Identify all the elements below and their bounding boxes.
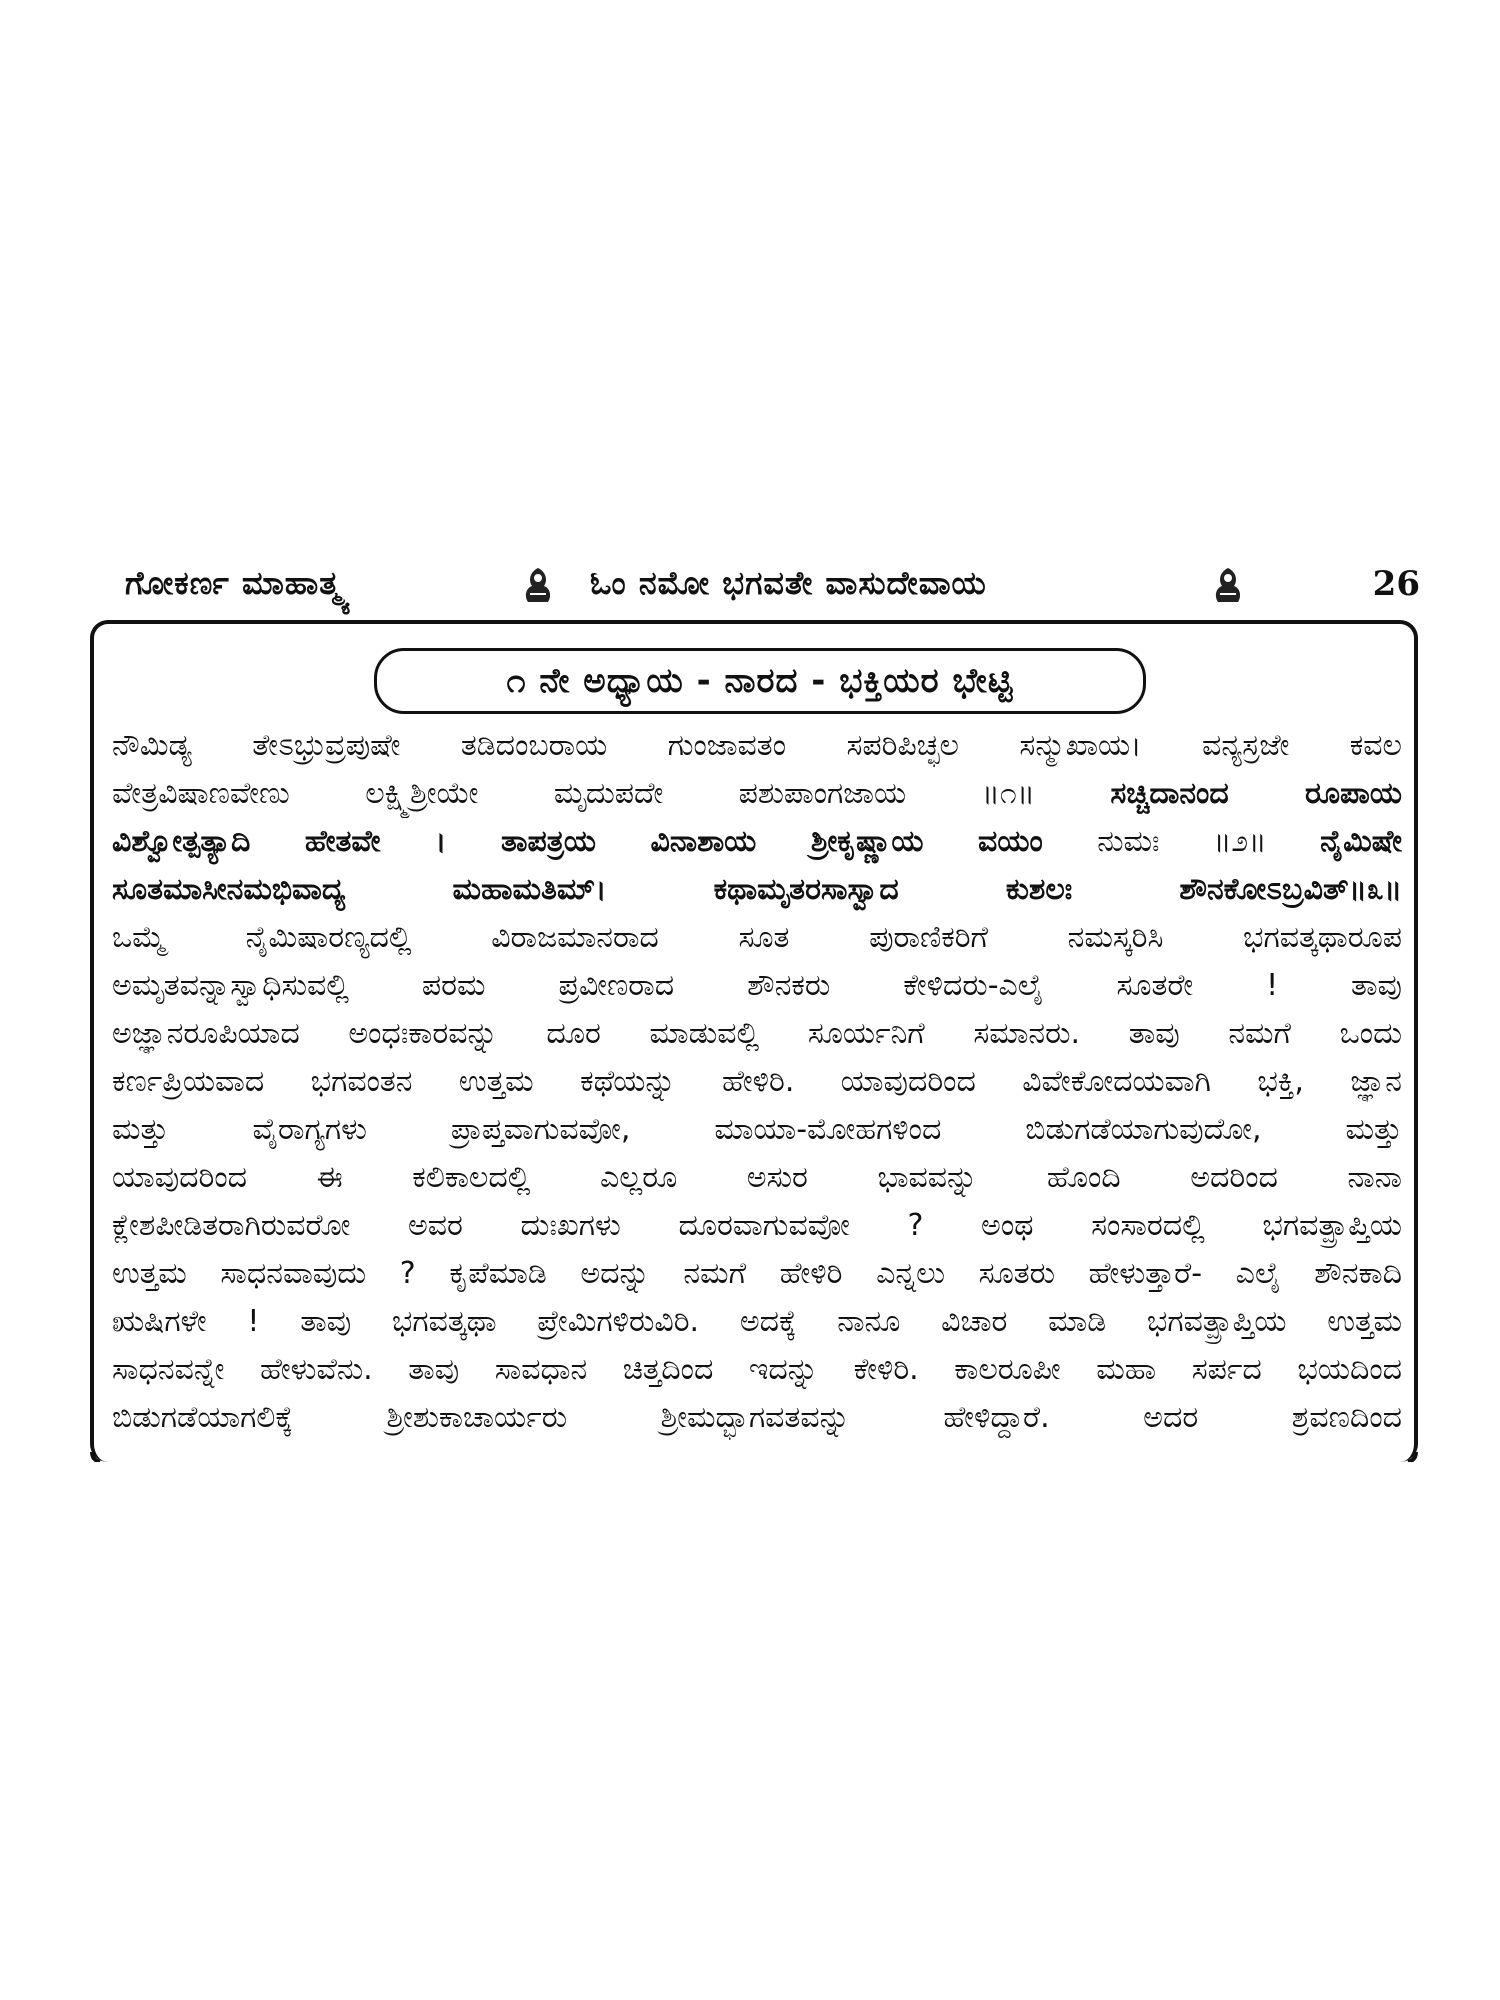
text-segment: ಯಾವುದರಿಂದ ಈ ಕಲಿಕಾಲದಲ್ಲಿ ಎಲ್ಲರೂ ಅಸುರ ಭಾವವನ್ನು ಹೊಂದಿ ಅದರಿಂದ ನಾನಾ <box>112 1160 1402 1195</box>
text-segment: ನುಮಃ ॥೨॥ <box>1097 824 1321 859</box>
text-line <box>112 1298 1402 1346</box>
bold-verse-segment: ವಿಶ್ವೋತ್ಪತ್ಯಾದಿ ಹೇತವೇ । ತಾಪತ್ರಯ ವಿನಾಶಾಯ ಶ್ರೀಕೃಷ್ಣಾಯ ವಯಂ <box>112 824 1098 859</box>
text-line <box>112 818 1402 866</box>
text-line <box>112 1394 1402 1442</box>
page-header <box>125 562 1420 612</box>
text-line <box>112 770 1402 818</box>
page-number: 26 <box>1372 564 1420 604</box>
text-segment: ಕ್ಲೇಶಪೀಡಿತರಾಗಿರುವರೋ ಅವರ ದುಃಖಗಳು ದೂರವಾಗುವವೋ ? ಅಂಥ ಸಂಸಾರದಲ್ಲಿ ಭಗವತ್ಪ್ರಾಪ್ತಿಯ <box>112 1208 1402 1243</box>
header-mantra: ಓಂ ನಮೋ ಭಗವತೇ ವಾಸುದೇವಾಯ <box>590 564 987 602</box>
text-line <box>112 1202 1402 1250</box>
body-text <box>112 722 1402 1442</box>
book-title: ಗೋಕರ್ಣ ಮಾಹಾತ್ಮ್ಯ <box>125 564 348 602</box>
text-line <box>112 1106 1402 1154</box>
chapter-title: ೧ ನೇ ಅಧ್ಯಾಯ - ನಾರದ - ಭಕ್ತಿಯರ ಭೇಟ್ಟಿ <box>374 648 1146 714</box>
text-segment: ಒಮ್ಮೆ ನೈಮಿಷಾರಣ್ಯದಲ್ಲಿ ವಿರಾಜಮಾನರಾದ ಸೂತ ಪುರಾಣಿಕರಿಗೆ ನಮಸ್ಕರಿಸಿ ಭಗವತ್ಕಥಾರೂಪ <box>112 920 1402 955</box>
text-segment: ವೇತ್ರವಿಷಾಣವೇಣು ಲಕ್ಷ್ಮಿಶ್ರೀಯೇ ಮೃದುಪದೇ ಪಶುಪಾಂಗಜಾಯ ॥೧॥ <box>112 776 1111 811</box>
text-segment: ಅಮೃತವನ್ನಾಸ್ವಾಧಿಸುವಲ್ಲಿ ಪರಮ ಪ್ರವೀಣರಾದ ಶೌನಕರು ಕೇಳಿದರು-ಎಲೈ ಸೂತರೇ ! ತಾವು <box>112 968 1402 1003</box>
text-line <box>112 1250 1402 1298</box>
frame-bottom-edge <box>90 1452 1418 1462</box>
text-segment: ನೌಮಿಡ್ಯ ತೇಽಭ್ರುವ್ರಪುಷೇ ತಡಿದಂಬರಾಯ ಗುಂಜಾವತಂ ಸಪರಿಪಿಚ್ಛಲ ಸನ್ಮುಖಾಯ। ವನ್ಯಸ್ರಜೇ ಕವಲ <box>112 728 1402 763</box>
text-segment: ಕರ್ಣಪ್ರಿಯವಾದ ಭಗವಂತನ ಉತ್ತಮ ಕಥೆಯನ್ನು ಹೇಳಿರಿ. ಯಾವುದರಿಂದ ವಿವೇಕೋದಯವಾಗಿ ಭಕ್ತಿ, ಜ್ಞಾನ <box>112 1064 1402 1099</box>
text-segment: ಋಷಿಗಳೇ ! ತಾವು ಭಗವತ್ಕಥಾ ಪ್ರೇಮಿಗಳಿರುವಿರಿ. ಅದಕ್ಕೆ ನಾನೂ ವಿಚಾರ ಮಾಡಿ ಭಗವತ್ಪ್ರಾಪ್ತಿಯ ಉತ್ತಮ <box>112 1304 1402 1339</box>
text-line <box>112 722 1402 770</box>
text-segment: ಸಾಧನವನ್ನೇ ಹೇಳುವೆನು. ತಾವು ಸಾವಧಾನ ಚಿತ್ತದಿಂದ ಇದನ್ನು ಕೇಳಿರಿ. ಕಾಲರೂಪೀ ಮಹಾ ಸರ್ಪದ ಭಯದಿಂದ <box>112 1352 1402 1387</box>
text-segment: ಬಿಡುಗಡೆಯಾಗಲಿಕ್ಕೆ ಶ್ರೀಶುಕಾಚಾರ್ಯರು ಶ್ರೀಮದ್ಭಾಗವತವನ್ನು ಹೇಳಿದ್ದಾರೆ. ಅದರ ಶ್ರವಣದಿಂದ <box>112 1400 1402 1435</box>
text-line <box>112 1154 1402 1202</box>
text-line <box>112 1346 1402 1394</box>
text-line <box>112 914 1402 962</box>
deity-ornament-icon <box>520 566 556 606</box>
text-segment: ಮತ್ತು ವೈರಾಗ್ಯಗಳು ಪ್ರಾಪ್ತವಾಗುವವೋ, ಮಾಯಾ-ಮೋಹಗಳಿಂದ ಬಿಡುಗಡೆಯಾಗುವುದೋ, ಮತ್ತು <box>112 1112 1402 1147</box>
text-line <box>112 962 1402 1010</box>
bold-verse-segment: ಸಚ್ಚಿದಾನಂದ ರೂಪಾಯ <box>1110 776 1402 811</box>
bold-verse-segment: ನೈಮಿಷೇ <box>1320 824 1402 859</box>
text-line <box>112 1010 1402 1058</box>
text-segment: ಅಜ್ಞಾನರೂಪಿಯಾದ ಅಂಧಃಕಾರವನ್ನು ದೂರ ಮಾಡುವಲ್ಲಿ ಸೂರ್ಯನಿಗೆ ಸಮಾನರು. ತಾವು ನಮಗೆ ಒಂದು <box>112 1016 1402 1051</box>
text-segment: ಉತ್ತಮ ಸಾಧನವಾವುದು ? ಕೃಪೆಮಾಡಿ ಅದನ್ನು ನಮಗೆ ಹೇಳಿರಿ ಎನ್ನಲು ಸೂತರು ಹೇಳುತ್ತಾರೆ- ಎಲೈ ಶೌನಕಾದಿ <box>112 1256 1402 1291</box>
deity-ornament-icon <box>1210 566 1246 606</box>
text-line <box>112 866 1402 914</box>
header-mantra-group <box>520 562 1280 612</box>
text-line <box>112 1058 1402 1106</box>
bold-verse-segment: ಸೂತಮಾಸೀನಮಭಿವಾದ್ಯ ಮಹಾಮತಿಮ್। ಕಥಾಮೃತರಸಾಸ್ವಾದ ಕುಶಲಃ ಶೌನಕೋಽಬ್ರವಿತ್॥೩॥ <box>112 872 1402 907</box>
